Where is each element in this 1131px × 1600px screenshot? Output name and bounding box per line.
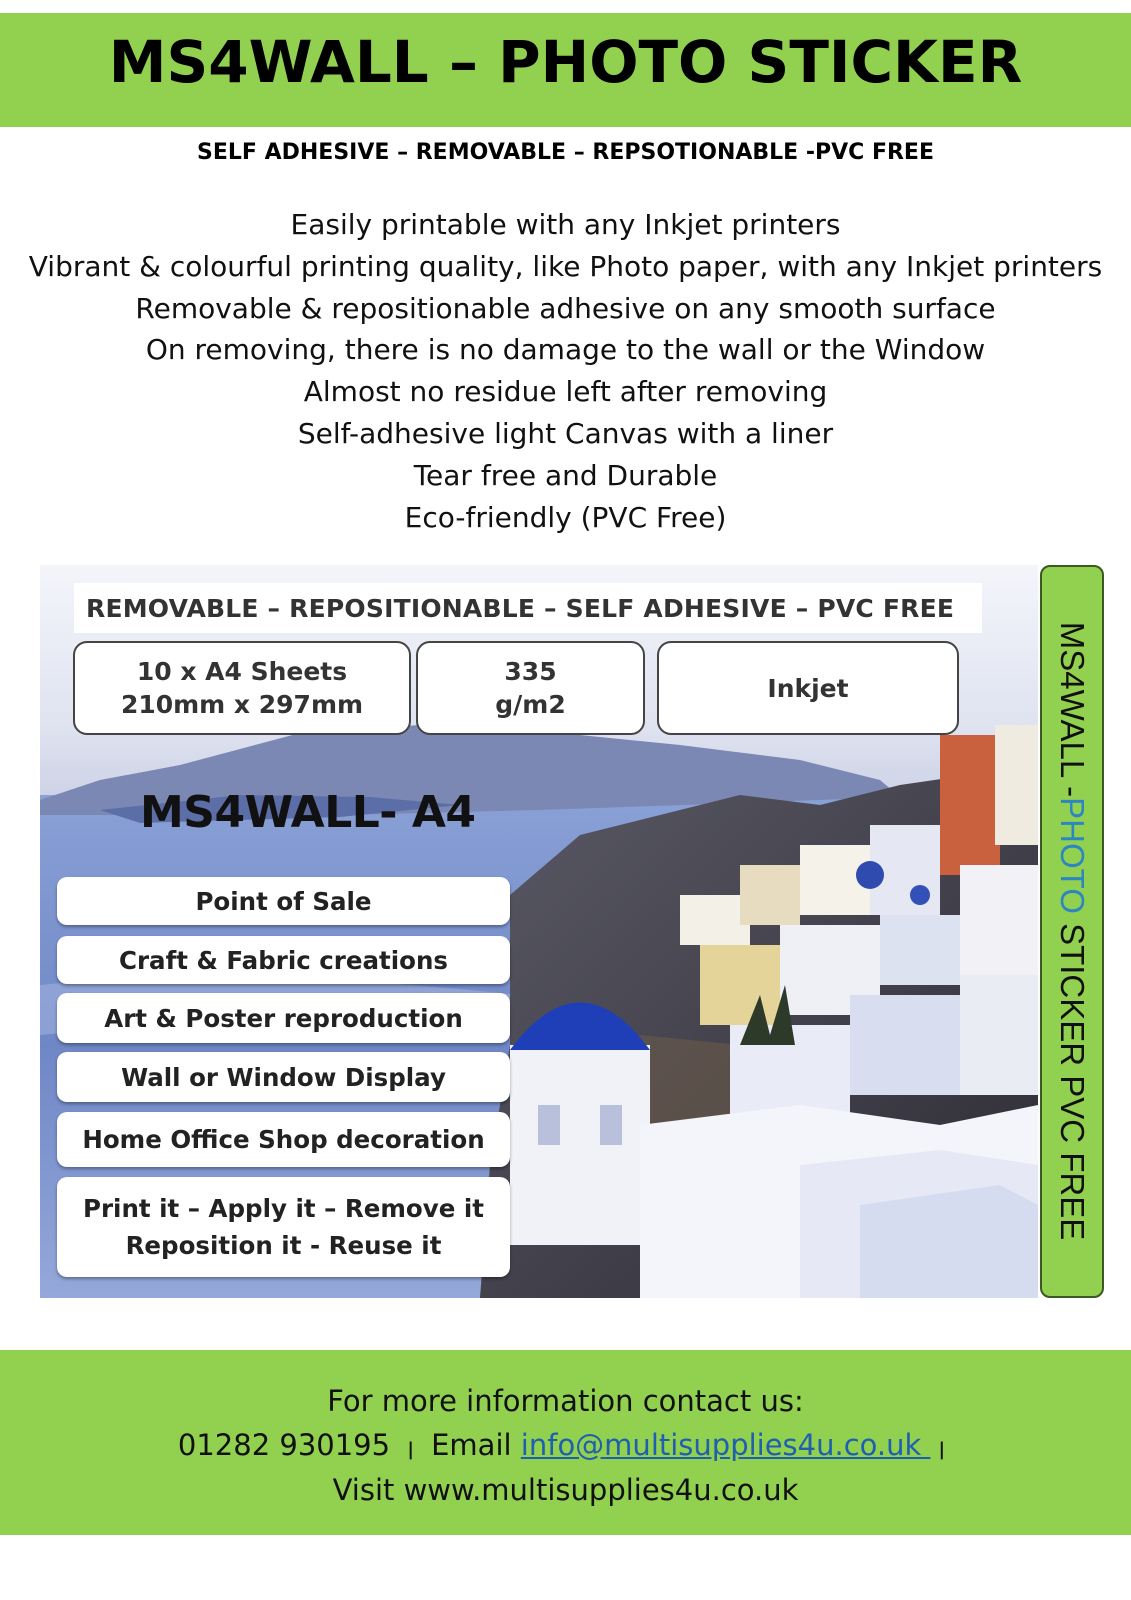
use-item-label: Craft & Fabric creations: [118, 945, 448, 975]
spec-line: 10 x A4 Sheets: [136, 657, 348, 686]
email-label: Email: [431, 1428, 512, 1462]
use-item-label: Point of Sale: [195, 886, 372, 916]
tagline-line: Print it – Apply it – Remove it: [83, 1194, 484, 1223]
spec-box-printer: [657, 641, 959, 735]
footer-visit: Visit www.multisupplies4u.co.uk: [332, 1473, 799, 1507]
side-tab-part: MS4WALL -: [1054, 621, 1091, 798]
feature-item: Self-adhesive light Canvas with a liner: [297, 416, 834, 450]
use-item: [57, 936, 510, 984]
promo-banner-text: REMOVABLE – REPOSITIONABLE – SELF ADHESIVE – PVC FREE: [86, 594, 955, 623]
side-tab-part: STICKER PVC FREE: [1054, 913, 1091, 1241]
subtitle: SELF ADHESIVE – REMOVABLE – REPSOTIONABLE -PVC FREE: [197, 140, 934, 165]
separator: |: [938, 1439, 946, 1460]
use-item-label: Wall or Window Display: [121, 1062, 446, 1092]
spec-box-sheets: [73, 641, 411, 735]
footer-contact: [0, 1428, 1131, 1462]
spec-line: 210mm x 297mm: [120, 690, 364, 719]
feature-item: Removable & repositionable adhesive on any smooth surface: [135, 291, 996, 325]
use-item-label: Home Office Shop decoration: [82, 1125, 485, 1154]
footer-heading: For more information contact us:: [327, 1384, 804, 1418]
feature-item: Vibrant & colourful printing quality, like Photo paper, with any Inkjet printers: [28, 249, 1103, 283]
feature-item: Eco-friendly (PVC Free): [404, 500, 727, 534]
use-item: [57, 993, 510, 1043]
feature-item: On removing, there is no damage to the wall or the Window: [145, 333, 986, 367]
model-name: MS4WALL- A4: [140, 787, 476, 838]
promo-banner: [74, 583, 982, 633]
use-item-label: Art & Poster reproduction: [104, 1003, 463, 1033]
separator: |: [407, 1439, 414, 1460]
email-link[interactable]: info@multisupplies4u.co.uk: [520, 1428, 931, 1462]
feature-list: [0, 204, 1131, 538]
use-item: [57, 1112, 510, 1167]
feature-item: Tear free and Durable: [413, 458, 718, 492]
tagline-box: [57, 1177, 510, 1277]
spec-box-weight: [416, 641, 645, 735]
page-title: MS4WALL – PHOTO STICKER: [108, 28, 1023, 96]
feature-item: Easily printable with any Inkjet printers: [290, 208, 841, 241]
side-tab-text: [1053, 622, 1091, 1241]
use-item: [57, 1052, 510, 1102]
promo-image: [40, 565, 1038, 1298]
use-item: [57, 877, 510, 925]
spec-line: Inkjet: [767, 673, 849, 703]
phone-number: 01282 930195: [177, 1428, 391, 1462]
side-tab-highlight: PHOTO: [1054, 797, 1091, 914]
spec-line: g/m2: [495, 690, 566, 719]
feature-item: Almost no residue left after removing: [303, 375, 828, 409]
tagline-line: Reposition it - Reuse it: [125, 1231, 442, 1260]
spec-line: 335: [504, 657, 557, 686]
